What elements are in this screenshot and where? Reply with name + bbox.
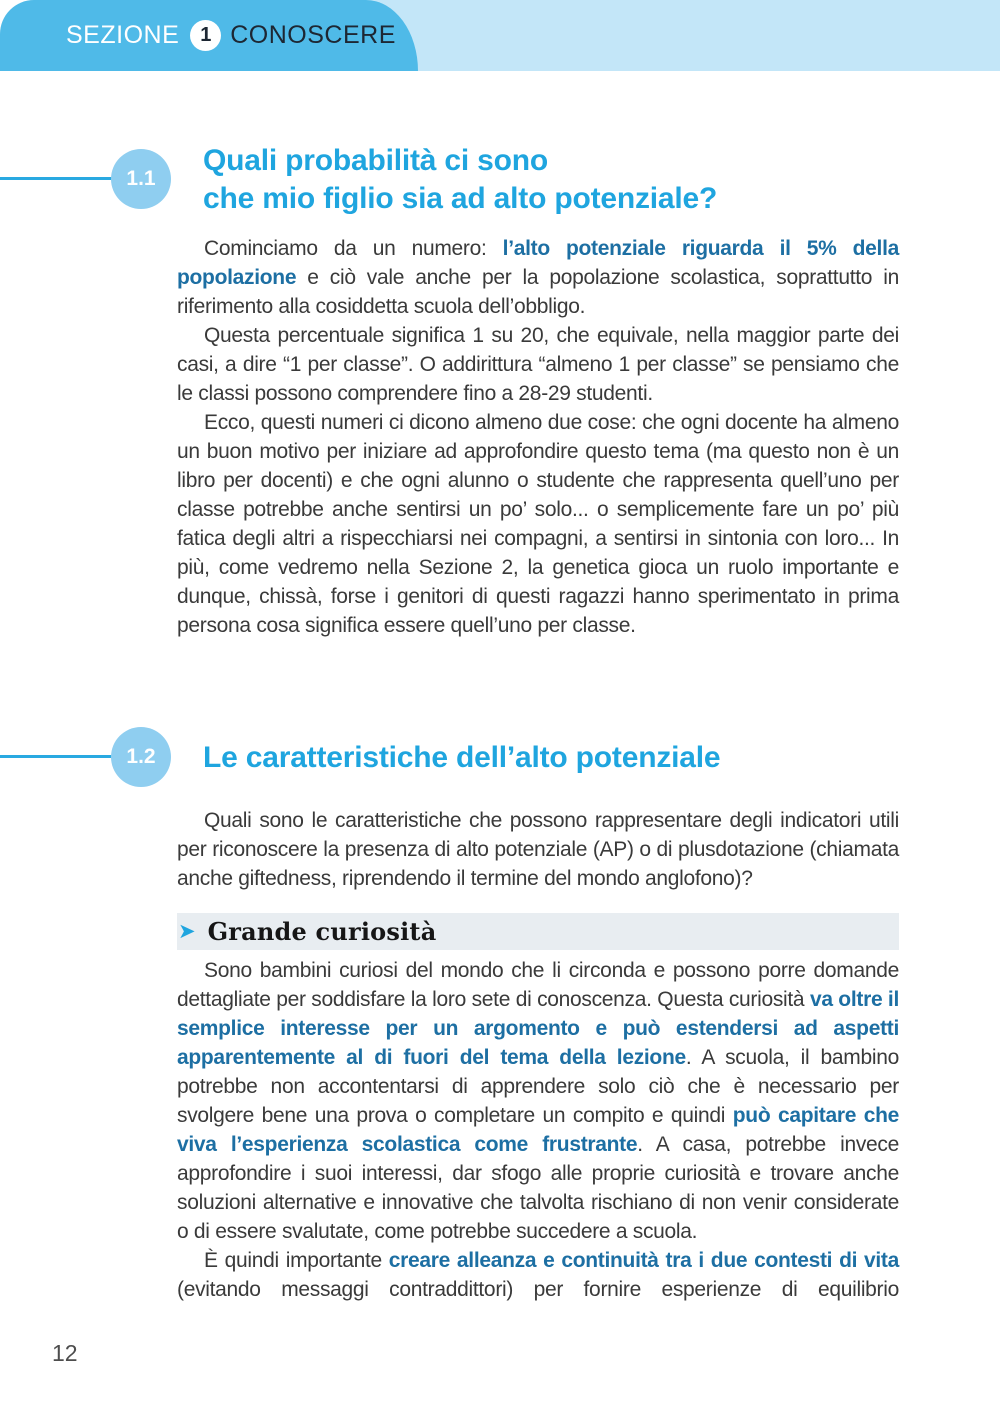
banner-light-strip — [330, 0, 1000, 71]
paragraph — [177, 1246, 899, 1304]
section-rule — [0, 755, 116, 758]
banner-section-label: SEZIONE — [66, 21, 180, 49]
body-text: Questa percentuale significa 1 su 20, che equivale, nella maggior parte dei casi, a dire “1 per classe”. O addirittura “almeno 1 per classe” se pensiamo che le classi possono comprendere fino a 28-29 studenti. — [177, 324, 899, 405]
paragraph — [177, 321, 899, 408]
body-text: (evitando messaggi contraddittori) per fornire esperienze di equilibrio — [177, 1278, 899, 1301]
body-text: Sono bambini curiosi del mondo che li circonda e possono porre domande dettagliate per soddisfare la loro sete di conoscenza. Questa curiosità — [177, 959, 899, 1011]
body-text: È quindi importante — [204, 1249, 389, 1272]
paragraph — [177, 234, 899, 321]
section-title-line: che mio figlio sia ad alto potenziale? — [203, 182, 718, 215]
section-1-1-body — [177, 234, 899, 640]
body-text: Ecco, questi numeri ci dicono almeno due cose: che ogni docente ha almeno un buon motivo per iniziare ad approfondire questo tema (ma questo non è un libro per docenti) e che ogni alunno o studente che rappresenta quell’uno per classe potrebbe anche sentirsi un po’ solo... o semplicemente fare un po’ più fatica degli altri a rispecchiarsi nei compagni, a sentirsi in sintonia con loro... In più, come vedremo nella Sezione 2, la genetica gioca un ruolo importante e dunque, chissà, forse i genitori di questi ragazzi hanno sperimentato in prima persona cosa significa essere quell’uno per classe. — [177, 411, 899, 637]
subheading-label: Grande curiosità — [207, 917, 437, 946]
emphasis-text: l’alto potenziale riguarda il 5% della popolazione — [177, 237, 899, 289]
subheading-bar — [177, 913, 899, 950]
section-title-line: Quali probabilità ci sono — [203, 144, 549, 177]
section-number-badge: 1 — [190, 20, 221, 51]
body-text: . A scuola, il bambino potrebbe non accontentarsi di apprendere solo ciò che è necessario per svolgere bene una prova o completare un compito e quindi — [177, 1046, 900, 1127]
paragraph — [177, 408, 899, 640]
section-rule — [0, 177, 116, 180]
body-text: . A casa, potrebbe invece approfondire i suoi interessi, dar sfogo alle proprie curiosità e trovare anche soluzioni alternative e innovative che talvolta rischiano di non venir considerate o di essere svalutate, come potrebbe succedere a scuola. — [177, 1133, 899, 1243]
section-banner — [0, 0, 418, 71]
body-text: Cominciamo da un numero: — [204, 237, 503, 260]
emphasis-text: creare alleanza e continuità tra i due contesti di vita — [388, 1249, 899, 1272]
section-badge-1-1: 1.1 — [111, 149, 171, 209]
page-number: 12 — [52, 1340, 78, 1366]
paragraph — [177, 806, 899, 893]
arrow-right-icon: ➤ — [178, 920, 196, 943]
section-badge-1-2: 1.2 — [111, 727, 171, 787]
body-text: Quali sono le caratteristiche che possono rappresentare degli indicatori utili per riconoscere la presenza di alto potenziale (AP) o di plusdotazione (chiamata anche giftedness, riprendendo il termine del mondo anglofono)? — [177, 809, 899, 890]
body-text: e ciò vale anche per la popolazione scolastica, soprattutto in riferimento alla cosiddetta scuola dell’obbligo. — [177, 266, 899, 318]
banner-section-title: CONOSCERE — [230, 21, 396, 49]
section-title-1-1 — [203, 142, 717, 218]
emphasis-text: può capitare che viva l’esperienza scolastica come frustrante — [177, 1104, 899, 1156]
section-title-1-2 — [203, 739, 720, 777]
section-1-2-intro — [177, 806, 899, 893]
section-title-line: Le caratteristiche dell’alto potenziale — [203, 741, 721, 774]
paragraph — [177, 956, 899, 1246]
emphasis-text: va oltre il semplice interesse per un argomento e può estendersi ad aspetti apparentemente al di fuori del tema della lezione — [177, 988, 900, 1069]
subheading-body — [177, 956, 899, 1304]
